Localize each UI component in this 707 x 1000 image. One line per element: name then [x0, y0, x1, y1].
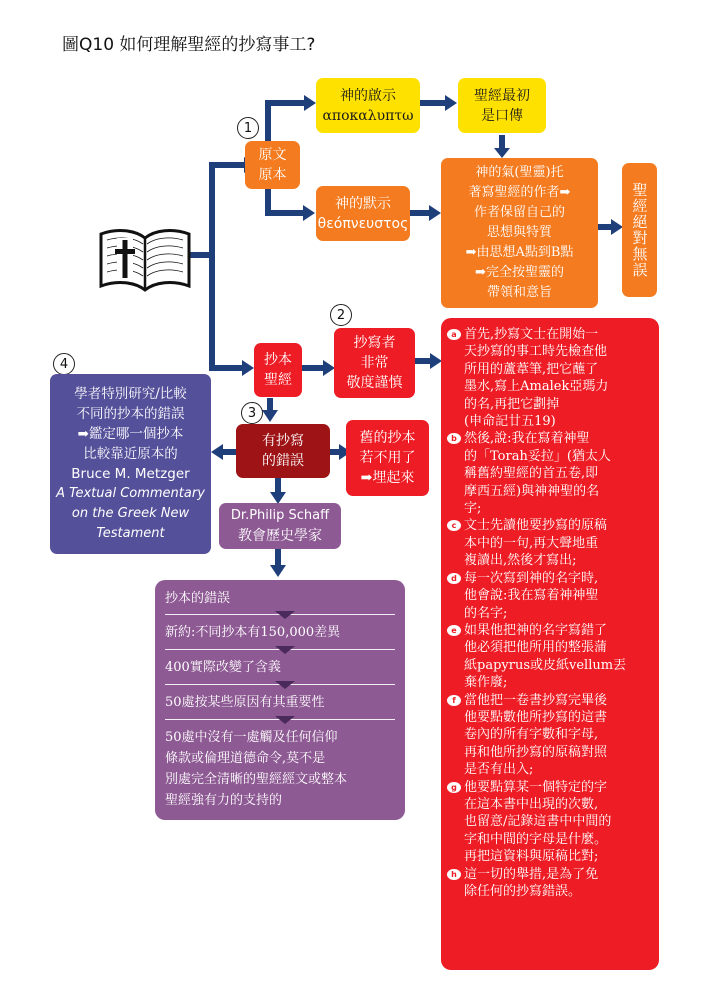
manuscript-errors-panel — [155, 580, 405, 820]
item-line: 文士先讀他要抄寫的原稿 — [464, 518, 608, 534]
arrowhead — [304, 95, 316, 111]
scholars-node — [50, 374, 211, 554]
inspiration-line2: θεόπνευστος — [317, 215, 409, 232]
item-line: 摩西五經)與神神聖的名 — [464, 483, 600, 499]
item-line: 再把這資料與原稿比對; — [464, 849, 599, 865]
item-line: 墨水,寫上Amalek亞瑪力 — [464, 379, 609, 395]
errors-panel-row3: 400實際改變了含義 — [165, 660, 281, 675]
item-text — [464, 866, 653, 901]
item-line: 稱舊約聖經的首五卷,即 — [464, 466, 599, 482]
page-title: 圖Q10 如何理解聖經的抄寫事工? — [62, 35, 316, 55]
spirit-line5: ➡由思想A點到B點 — [465, 245, 574, 260]
scribe-practice-item — [447, 570, 653, 622]
scholars-line3: ➡鑑定哪一個抄本 — [77, 426, 184, 442]
arrowhead — [242, 360, 254, 376]
item-line: 的名,再把它劃掉 — [464, 396, 560, 412]
revelation-line2: αποκαλυπτω — [322, 107, 414, 124]
item-line: 字; — [464, 501, 482, 517]
spirit-line7: 帶領和意旨 — [486, 285, 552, 300]
schaff-line1: Dr.Philip Schaff — [230, 508, 330, 523]
item-line: 當他把一卷書抄寫完畢後 — [464, 692, 608, 708]
item-line: 的名字; — [464, 605, 508, 621]
oral-line2: 是口傳 — [481, 107, 523, 124]
inerrant-node — [622, 163, 657, 297]
item-text — [464, 326, 653, 430]
item-line: 紙papyrus或皮紙vellum丟 — [464, 657, 627, 673]
old-copies-line2: 若不用了 — [359, 450, 416, 466]
item-line: 然後,說:我在寫着神聖 — [464, 431, 590, 447]
scribes-line3: 敬度謹慎 — [346, 375, 403, 391]
item-text — [464, 692, 653, 779]
oral-tradition-node — [458, 78, 546, 133]
spirit-line3: 作者保留自己的 — [473, 205, 565, 220]
inerrant-label: 聖經絕對無誤 — [630, 182, 649, 278]
manuscripts-node — [254, 343, 302, 397]
item-text — [464, 622, 653, 692]
item-marker-icon: g — [447, 782, 461, 793]
item-line: 字和中間的字母是什麼。 — [464, 831, 608, 847]
spirit-line1: 神的氣(聖靈)托 — [475, 165, 564, 180]
spirit-line2: 著寫聖經的作者➡ — [468, 185, 571, 200]
arrowhead — [270, 565, 286, 577]
item-text — [464, 779, 653, 866]
scholars-line2: 不同的抄本的錯誤 — [76, 406, 185, 422]
item-marker-icon: e — [447, 625, 461, 636]
schaff-line2: 教會歷史學家 — [238, 528, 322, 544]
inspiration-line1: 神的默示 — [335, 195, 391, 212]
inspiration-node — [316, 186, 410, 241]
scribe-practice-item — [447, 866, 653, 901]
step-number-1: 1 — [237, 117, 259, 139]
item-line: 這一切的舉措,是為了免 — [464, 866, 599, 882]
item-marker-icon: f — [447, 695, 461, 706]
step-number-3: 3 — [241, 402, 263, 424]
item-text — [464, 570, 653, 622]
item-line: 是否有出入; — [464, 762, 534, 778]
scribes-node — [334, 328, 415, 398]
scribes-line1: 抄寫者 — [353, 335, 396, 351]
holy-spirit-node — [441, 158, 598, 308]
revelation-node — [316, 78, 420, 133]
item-marker-icon: b — [447, 433, 461, 444]
arrowhead — [445, 95, 457, 111]
item-line: 也留意/記錄這書中中間的 — [464, 814, 612, 830]
step-number-2: 2 — [330, 304, 352, 326]
item-line: 他要點數他所抄寫的這書 — [464, 709, 608, 725]
item-text — [464, 430, 653, 517]
item-line: 每一次寫到神的名字時, — [464, 570, 599, 586]
errors-panel-row5-line4: 聖經強有力的支持的 — [165, 793, 283, 808]
item-line: 除任何的抄寫錯誤。 — [464, 884, 582, 899]
item-line: 他必須把他所用的整張蒲 — [464, 640, 608, 656]
item-line: 他要點算某一個特定的字 — [464, 779, 608, 795]
connector-original-revelation — [268, 103, 305, 143]
original-text-node — [245, 141, 300, 189]
item-line: 首先,抄寫文士在開始一 — [464, 327, 599, 342]
item-marker-icon: d — [447, 573, 461, 584]
errors-line2: 的錯誤 — [262, 453, 304, 469]
old-copies-line1: 舊的抄本 — [359, 430, 416, 446]
scribe-practice-item — [447, 622, 653, 692]
item-line: 在這本書中出現的次數, — [464, 796, 599, 812]
revelation-line1: 神的啟示 — [340, 87, 396, 104]
item-line: 如果他把神的名字寫錯了 — [464, 622, 608, 638]
item-text — [464, 517, 653, 569]
schaff-node — [219, 503, 341, 549]
errors-panel-row5-line3: 別處完全清晰的聖經經文或整本 — [165, 772, 348, 787]
scribe-practice-item — [447, 326, 653, 430]
arrowhead — [494, 148, 510, 158]
errors-panel-row5-line1: 50處中沒有一處觸及任何信仰 — [165, 730, 338, 745]
copies-line1: 抄本 — [264, 352, 292, 368]
copies-line2: 聖經 — [264, 372, 292, 388]
errors-panel-row1: 抄本的錯誤 — [165, 591, 231, 606]
scribe-practice-item — [447, 692, 653, 779]
original-line2: 原本 — [258, 167, 287, 183]
arrowhead — [303, 205, 315, 221]
item-line: 卷內的所有字數和字母, — [464, 727, 599, 743]
scribes-line2: 非常 — [360, 355, 389, 371]
item-line: 再和他所抄寫的原稿對照 — [464, 744, 608, 760]
step-number-4: 4 — [53, 353, 75, 375]
scholars-line5: Bruce M. Metzger — [71, 466, 190, 482]
arrowhead — [211, 444, 223, 460]
open-bible-with-cross-icon — [97, 222, 193, 294]
arrowhead — [429, 205, 441, 221]
scribe-practice-item — [447, 430, 653, 517]
scholars-line4: 比較靠近原本的 — [83, 446, 178, 462]
errors-panel-row5-line2: 條款或倫理道德命令,莫不是 — [165, 751, 326, 766]
scholars-line1: 學者特別研究/比較 — [74, 386, 187, 402]
errors-line1: 有抄寫 — [262, 433, 304, 449]
item-line: 所用的蘆葦筆,把它蘸了 — [464, 361, 599, 377]
item-marker-icon: h — [447, 869, 461, 880]
item-line: 棄作廢; — [464, 675, 508, 691]
item-line: (申命記廿五19) — [464, 414, 556, 430]
spirit-line4: 思想與特質 — [486, 225, 552, 240]
connector-trunk-down — [212, 255, 242, 368]
original-line1: 原文 — [258, 147, 287, 163]
old-copies-node — [346, 420, 429, 496]
scribe-practice-item — [447, 779, 653, 866]
oral-line1: 聖經最初 — [474, 87, 530, 104]
item-line: 複讀出,然後才寫出; — [464, 553, 577, 569]
old-copies-line3: ➡埋起來 — [360, 470, 415, 486]
item-line: 天抄寫的事工時先檢查他 — [464, 344, 608, 360]
item-marker-icon: a — [447, 329, 461, 340]
scholars-line8: Testament — [96, 526, 165, 541]
scribe-practices-list — [441, 318, 659, 970]
copy-errors-node — [236, 424, 330, 478]
scholars-line7: on the Greek New — [71, 506, 190, 521]
errors-panel-row2: 新約:不同抄本有150,000差異 — [165, 625, 341, 640]
spirit-line6: ➡完全按聖靈的 — [475, 265, 564, 280]
arrowhead — [262, 410, 278, 422]
connector-original-inspiration — [268, 188, 304, 213]
scribe-practice-item — [447, 517, 653, 569]
scholars-line6: A Textual Commentary — [56, 486, 205, 501]
item-line: 本中的一句,再大聲地重 — [464, 535, 599, 551]
panel-pointer-arrows — [155, 580, 405, 820]
item-line: 他會說:我在寫着神神聖 — [464, 588, 599, 604]
errors-panel-row4: 50處按某些原因有其重要性 — [165, 695, 325, 710]
item-marker-icon: c — [447, 520, 461, 531]
connector-book-trunk — [190, 165, 244, 255]
item-line: 的「Torah妥拉」(猶太人 — [464, 448, 611, 464]
